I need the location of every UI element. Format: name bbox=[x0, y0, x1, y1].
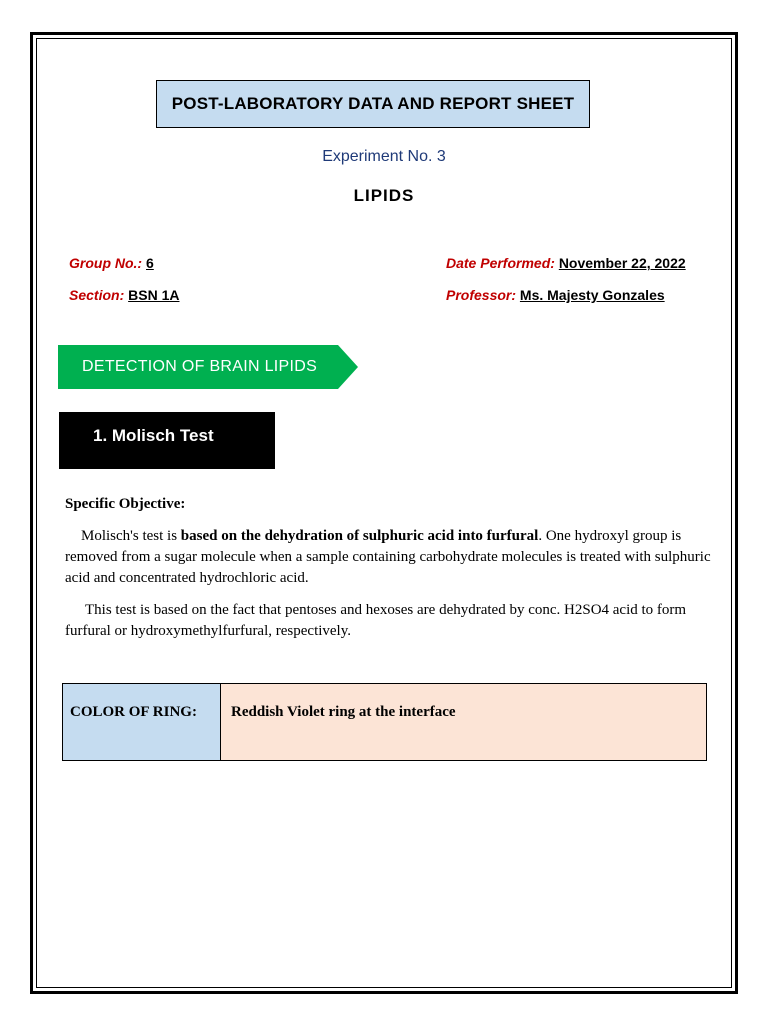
experiment-subject: LIPIDS bbox=[353, 186, 415, 205]
test-title: 1. Molisch Test bbox=[59, 412, 275, 469]
result-label: COLOR OF RING: bbox=[63, 684, 221, 760]
section-banner bbox=[58, 345, 358, 389]
group-label: Group No.: bbox=[69, 255, 143, 271]
report-title: POST-LABORATORY DATA AND REPORT SHEET bbox=[156, 80, 590, 128]
date-value: November 22, 2022 bbox=[558, 255, 686, 271]
group-value: 6 bbox=[146, 255, 154, 271]
professor-value: Ms. Majesty Gonzales bbox=[519, 287, 665, 303]
page-border-inner bbox=[36, 38, 732, 988]
p1-text-start: Molisch's test is bbox=[81, 528, 181, 544]
objective-paragraph-1 bbox=[65, 526, 715, 589]
result-table bbox=[62, 683, 707, 761]
p1-text-end: . One hydroxyl group is removed from a sugar molecule when a sample containing carbohydrate molecules is treated with sulphuric acid and concentrated hydrochloric acid. bbox=[65, 528, 711, 586]
group-info bbox=[69, 255, 154, 271]
experiment-number: Experiment No. 3 bbox=[322, 148, 446, 165]
banner-label: DETECTION OF BRAIN LIPIDS bbox=[82, 358, 318, 375]
objective-paragraph-2: This test is based on the fact that pentoses and hexoses are dehydrated by conc. H2SO4 acid to form furfural or hydroxymethylfurfural, respectively. bbox=[65, 602, 687, 639]
section-info bbox=[69, 287, 179, 303]
professor-info bbox=[446, 287, 665, 303]
objective-heading: Specific Objective: bbox=[65, 496, 186, 512]
date-info bbox=[446, 255, 686, 271]
section-value: BSN 1A bbox=[128, 287, 180, 303]
date-label: Date Performed: bbox=[446, 255, 555, 271]
professor-label: Professor: bbox=[446, 287, 517, 303]
result-value: Reddish Violet ring at the interface bbox=[221, 684, 706, 760]
p1-text-bold: based on the dehydration of sulphuric acid into furfural bbox=[180, 528, 539, 544]
section-label: Section: bbox=[69, 287, 125, 303]
